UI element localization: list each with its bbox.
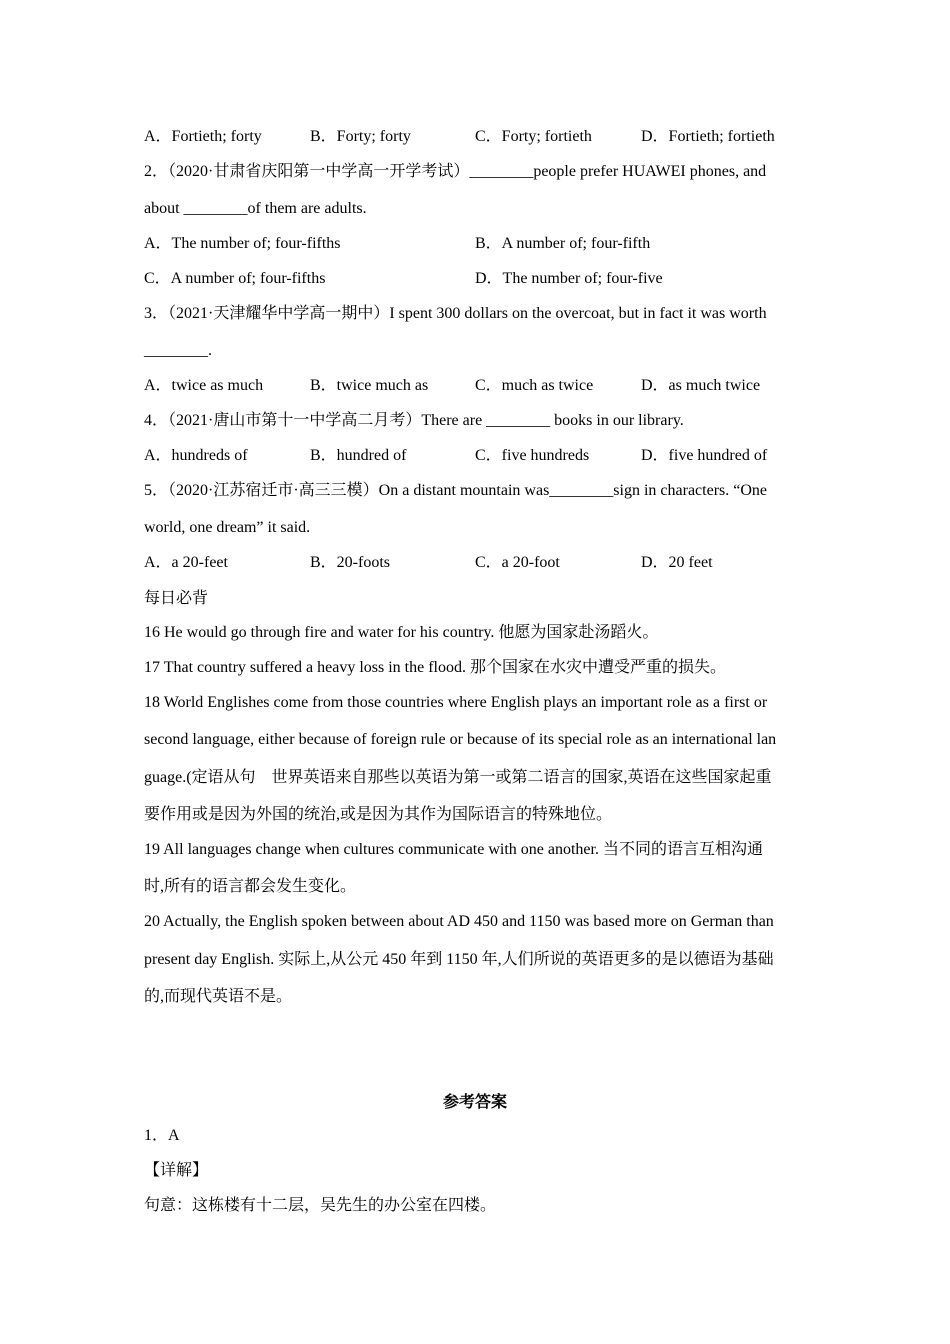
q3-option-b: B．twice much as xyxy=(310,377,429,394)
q1-option-a: A．Fortieth; forty xyxy=(144,128,262,145)
q1-option-b: B．Forty; forty xyxy=(310,128,411,145)
sentence-18-line1: 18 World Englishes come from those countries where English plays an important role as a first or xyxy=(144,694,768,711)
sentence-18-line4: 要作用或是因为外国的统治,或是因为其作为国际语言的特殊地位。 xyxy=(144,806,613,823)
q3-option-c: C．much as twice xyxy=(475,377,594,394)
answer-1: 1．A xyxy=(144,1127,180,1144)
q1-option-d: D．Fortieth; fortieth xyxy=(641,128,775,145)
q2-option-b: B．A number of; four-fifth xyxy=(475,235,651,252)
q3-stem-line2: ________. xyxy=(144,342,212,359)
q5-stem-line1: 5．（2020·江苏宿迁市·高三三模）On a distant mountain was________sign in characters. “One xyxy=(144,482,768,499)
sentence-18-line2: second language, either because of foreign rule or because of its special role as an international lan xyxy=(144,731,777,748)
q3-option-d: D．as much twice xyxy=(641,377,761,394)
q1-option-c: C．Forty; fortieth xyxy=(475,128,592,145)
q2-option-d: D．The number of; four-five xyxy=(475,270,663,287)
q2-stem-line2: about ________of them are adults. xyxy=(144,200,367,217)
q4-option-d: D．five hundred of xyxy=(641,447,768,464)
sentence-20-line1: 20 Actually, the English spoken between about AD 450 and 1150 was based more on German than xyxy=(144,913,774,930)
q4-option-a: A．hundreds of xyxy=(144,447,248,464)
q5-option-d: D．20 feet xyxy=(641,554,713,571)
detail-label: 【详解】 xyxy=(144,1162,209,1179)
sentence-18-line3: guage.(定语从句 世界英语来自那些以英语为第一或第二语言的国家,英语在这些国家起重 xyxy=(144,769,772,786)
sentence-17: 17 That country suffered a heavy loss in the flood. 那个国家在水灾中遭受严重的损失。 xyxy=(144,659,727,676)
sentence-19-line1: 19 All languages change when cultures communicate with one another. 当不同的语言互相沟通 xyxy=(144,841,763,858)
sentence-19-line2: 时,所有的语言都会发生变化。 xyxy=(144,878,357,895)
q4-option-b: B．hundred of xyxy=(310,447,407,464)
q5-stem-line2: world, one dream” it said. xyxy=(144,519,311,536)
explanation: 句意：这栋楼有十二层，吴先生的办公室在四楼。 xyxy=(144,1197,497,1214)
q2-option-c: C．A number of; four-fifths xyxy=(144,270,326,287)
q5-option-a: A．a 20-feet xyxy=(144,554,228,571)
q4-stem: 4．（2021·唐山市第十一中学高二月考）There are ________ books in our library. xyxy=(144,412,684,429)
daily-heading: 每日必背 xyxy=(144,590,209,607)
q5-option-b: B．20-foots xyxy=(310,554,391,571)
q3-option-a: A．twice as much xyxy=(144,377,264,394)
q2-option-a: A．The number of; four-fifths xyxy=(144,235,341,252)
q3-stem-line1: 3．（2021·天津耀华中学高一期中）I spent 300 dollars on the overcoat, but in fact it was worth xyxy=(144,305,767,322)
q5-option-c: C．a 20-foot xyxy=(475,554,560,571)
sentence-16: 16 He would go through fire and water for his country. 他愿为国家赴汤蹈火。 xyxy=(144,624,659,641)
sentence-20-line2: present day English. 实际上,从公元 450 年到 1150 年,人们所说的英语更多的是以德语为基础 xyxy=(144,951,774,968)
sentence-20-line3: 的,而现代英语不是。 xyxy=(144,988,293,1005)
answers-title: 参考答案 xyxy=(442,1094,507,1111)
q4-option-c: C．five hundreds xyxy=(475,447,590,464)
q2-stem-line1: 2．（2020·甘肃省庆阳第一中学高一开学考试）________people prefer HUAWEI phones, and xyxy=(144,163,767,180)
